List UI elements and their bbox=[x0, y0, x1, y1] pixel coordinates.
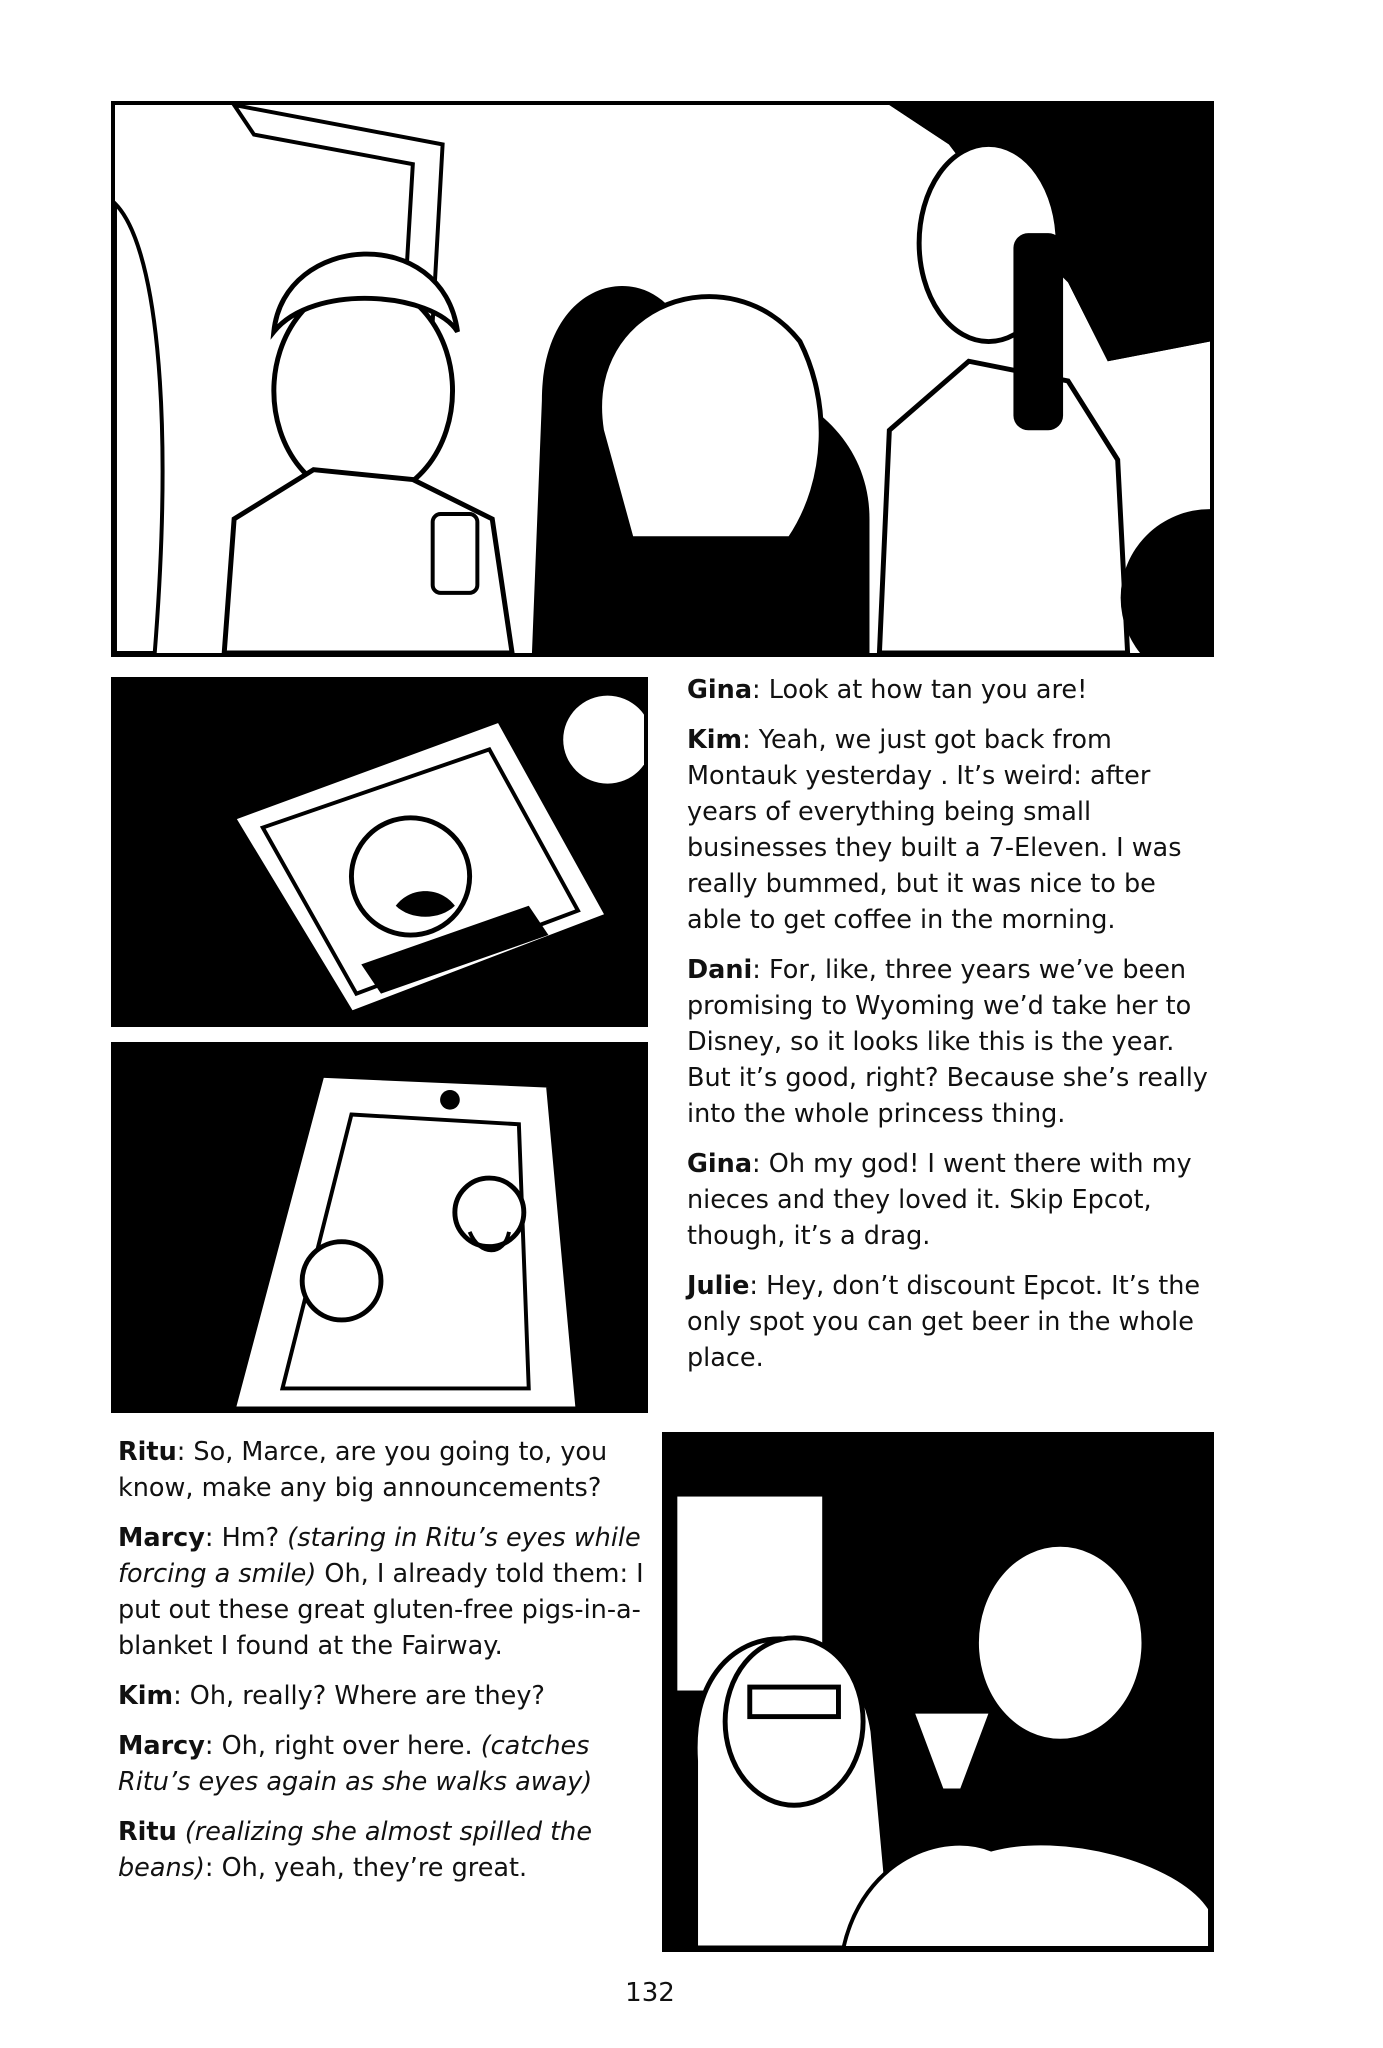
dialogue-line bbox=[687, 1146, 1217, 1254]
dialogue-text: : Look at how tan you are! bbox=[752, 675, 1088, 705]
speaker-name: Marcy bbox=[118, 1731, 205, 1761]
speaker-name: Marcy bbox=[118, 1523, 205, 1553]
dialogue-text: : Oh, right over here. bbox=[204, 1731, 481, 1761]
dialogue-text: : Oh, yeah, they’re great. bbox=[204, 1853, 528, 1883]
dialogue-line bbox=[118, 1728, 648, 1800]
dialogue-text: : Oh my god! I went there with my nieces and they loved it. Skip Epcot, though, it’s a drag. bbox=[687, 1149, 1192, 1251]
party-scene-panel bbox=[111, 101, 1214, 657]
speaker-name: Gina bbox=[687, 675, 753, 705]
phone-photo-child-art bbox=[115, 1046, 644, 1409]
two-women-art bbox=[666, 1436, 1210, 1948]
two-women-panel bbox=[662, 1432, 1214, 1952]
phone-photo-child-panel bbox=[111, 1042, 648, 1413]
dialogue-line bbox=[687, 722, 1217, 938]
stage-direction: (staring in Ritu’s eyes while forcing a smile) bbox=[118, 1523, 641, 1589]
phone-photo-baby-art bbox=[115, 681, 644, 1023]
dialogue-line bbox=[118, 1520, 648, 1664]
party-scene-art bbox=[115, 105, 1210, 653]
dialogue-text: : So, Marce, are you going to, you know, make any big announcements? bbox=[118, 1437, 608, 1503]
speaker-name: Ritu bbox=[118, 1437, 177, 1467]
dialogue-text: : Hm? bbox=[204, 1523, 288, 1553]
speaker-name: Ritu bbox=[118, 1817, 177, 1847]
speaker-name: Gina bbox=[687, 1149, 753, 1179]
page-number: 132 bbox=[625, 1978, 675, 2008]
phone-photo-baby-panel bbox=[111, 677, 648, 1027]
speaker-name: Dani bbox=[687, 955, 753, 985]
dialogue-line bbox=[687, 1268, 1217, 1376]
dialogue-line bbox=[118, 1434, 648, 1506]
dialogue-line bbox=[118, 1678, 648, 1714]
dialogue-text: : Yeah, we just got back from Montauk yesterday . It’s weird: after years of everything being small businesses they built a 7-Eleven. I was really bummed, but it was nice to be able to get coffee in the morning. bbox=[687, 725, 1182, 935]
dialogue-line bbox=[687, 952, 1217, 1132]
dialogue-left-column bbox=[118, 1434, 648, 1900]
speaker-name: Kim bbox=[687, 725, 743, 755]
dialogue-line bbox=[687, 672, 1217, 708]
stage-direction: (realizing she almost spilled the beans) bbox=[118, 1817, 593, 1883]
dialogue-text: : For, like, three years we’ve been promising to Wyoming we’d take her to Disney, so it looks like this is the year. But it’s good, right? Because she’s really into the whole princess thing. bbox=[687, 955, 1208, 1129]
dialogue-right-column bbox=[687, 672, 1217, 1390]
speaker-name: Julie bbox=[687, 1271, 750, 1301]
dialogue-text: Oh, I already told them: I put out these great gluten-free pigs-in-a-blanket I found at the Fairway. bbox=[118, 1559, 644, 1661]
dialogue-text: : Oh, really? Where are they? bbox=[173, 1681, 545, 1711]
dialogue-line bbox=[118, 1814, 648, 1886]
speaker-name: Kim bbox=[118, 1681, 174, 1711]
dialogue-text: : Hey, don’t discount Epcot. It’s the only spot you can get beer in the whole place. bbox=[687, 1271, 1201, 1373]
stage-direction: (catches Ritu’s eyes again as she walks away) bbox=[118, 1731, 593, 1797]
